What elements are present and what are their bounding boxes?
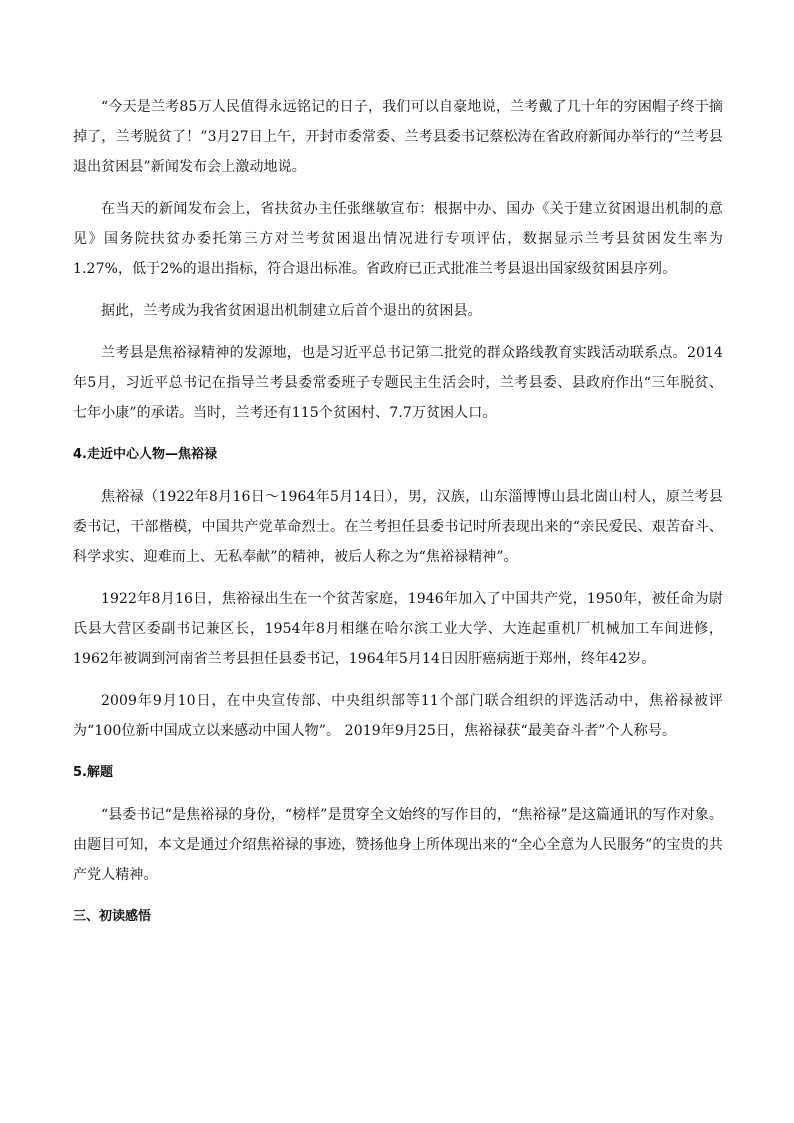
paragraph-first-county: 据此，兰考成为我省贫困退出机制建立后首个退出的贫困县。 <box>101 303 482 319</box>
section-heading-central-figure: 4.走近中心人物—焦裕禄 <box>73 447 217 462</box>
paragraph-press-conference: 在当天的新闻发布会上，省扶贫办主任张继敏宣布：根据中办、国办《关于建立贫困退出机制的意见》国务院扶贫办委托第三方对兰考贫困退出情况进行专项评估，数据显示兰考县贫困发生率为1.27%，低于2%的退出指标，符合退出标准。省政府已正式批准兰考县退出国家级贫困县序列。 <box>73 201 723 277</box>
paragraph-lankao-quote: “今天是兰考85万人民值得永远铭记的日子，我们可以自豪地说，兰考戴了几十年的穷困帽子终于摘掉了，兰考脱贫了！”3月27日上午，开封市委常委、兰考县委书记蔡松涛在省政府新闻办举行的“兰考县退出贫困县”新闻发布会上激动地说。 <box>73 99 723 175</box>
section-heading-title-analysis: 5.解题 <box>73 765 113 780</box>
paragraph-jiao-yulu-bio: 焦裕禄（1922年8月16日～1964年5月14日），男，汉族，山东淄博博山县北崮山村人，原兰考县委书记，干部楷模，中国共产党革命烈士。在兰考担任县委书记时所表现出来的“亲民爱民、艰苦奋斗、科学求实、迎难而上、无私奉献”的精神，被后人称之为“焦裕禄精神”。 <box>73 489 723 565</box>
paragraph-lankao-background: 兰考县是焦裕禄精神的发源地，也是习近平总书记第二批党的群众路线教育实践活动联系点。2014年5月，习近平总书记在指导兰考县委常委班子专题民主生活会时，兰考县委、县政府作出“三年脱贫、七年小康”的承诺。当时，兰考还有115个贫困村、7.7万贫困人口。 <box>73 345 723 421</box>
document-page <box>73 92 723 944</box>
section-heading-first-reading: 三、初读感悟 <box>73 909 152 924</box>
paragraph-jiao-yulu-career: 1922年8月16日，焦裕禄出生在一个贫苦家庭，1946年加入了中国共产党，1950年，被任命为尉氏县大营区委副书记兼区长，1954年8月相继在哈尔滨工业大学、大连起重机厂机械加工车间进修，1962年被调到河南省兰考县担任县委书记，1964年5月14日因肝癌病逝于郑州，终年42岁。 <box>73 591 723 667</box>
paragraph-title-analysis: “县委书记“是焦裕禄的身份，“榜样”是贯穿全文始终的写作目的，“焦裕禄”是这篇通讯的写作对象。由题目可知，本文是通过介绍焦裕禄的事迹，赞扬他身上所体现出来的“全心全意为人民服务”的宝贵的共产党人精神。 <box>73 807 723 883</box>
paragraph-jiao-yulu-honors: 2009年9月10日，在中央宣传部、中央组织部等11个部门联合组织的评选活动中，焦裕禄被评为“100位新中国成立以来感动中国人物”。 2019年9月25日，焦裕禄获“最美奋斗者”个人称号。 <box>73 693 723 739</box>
